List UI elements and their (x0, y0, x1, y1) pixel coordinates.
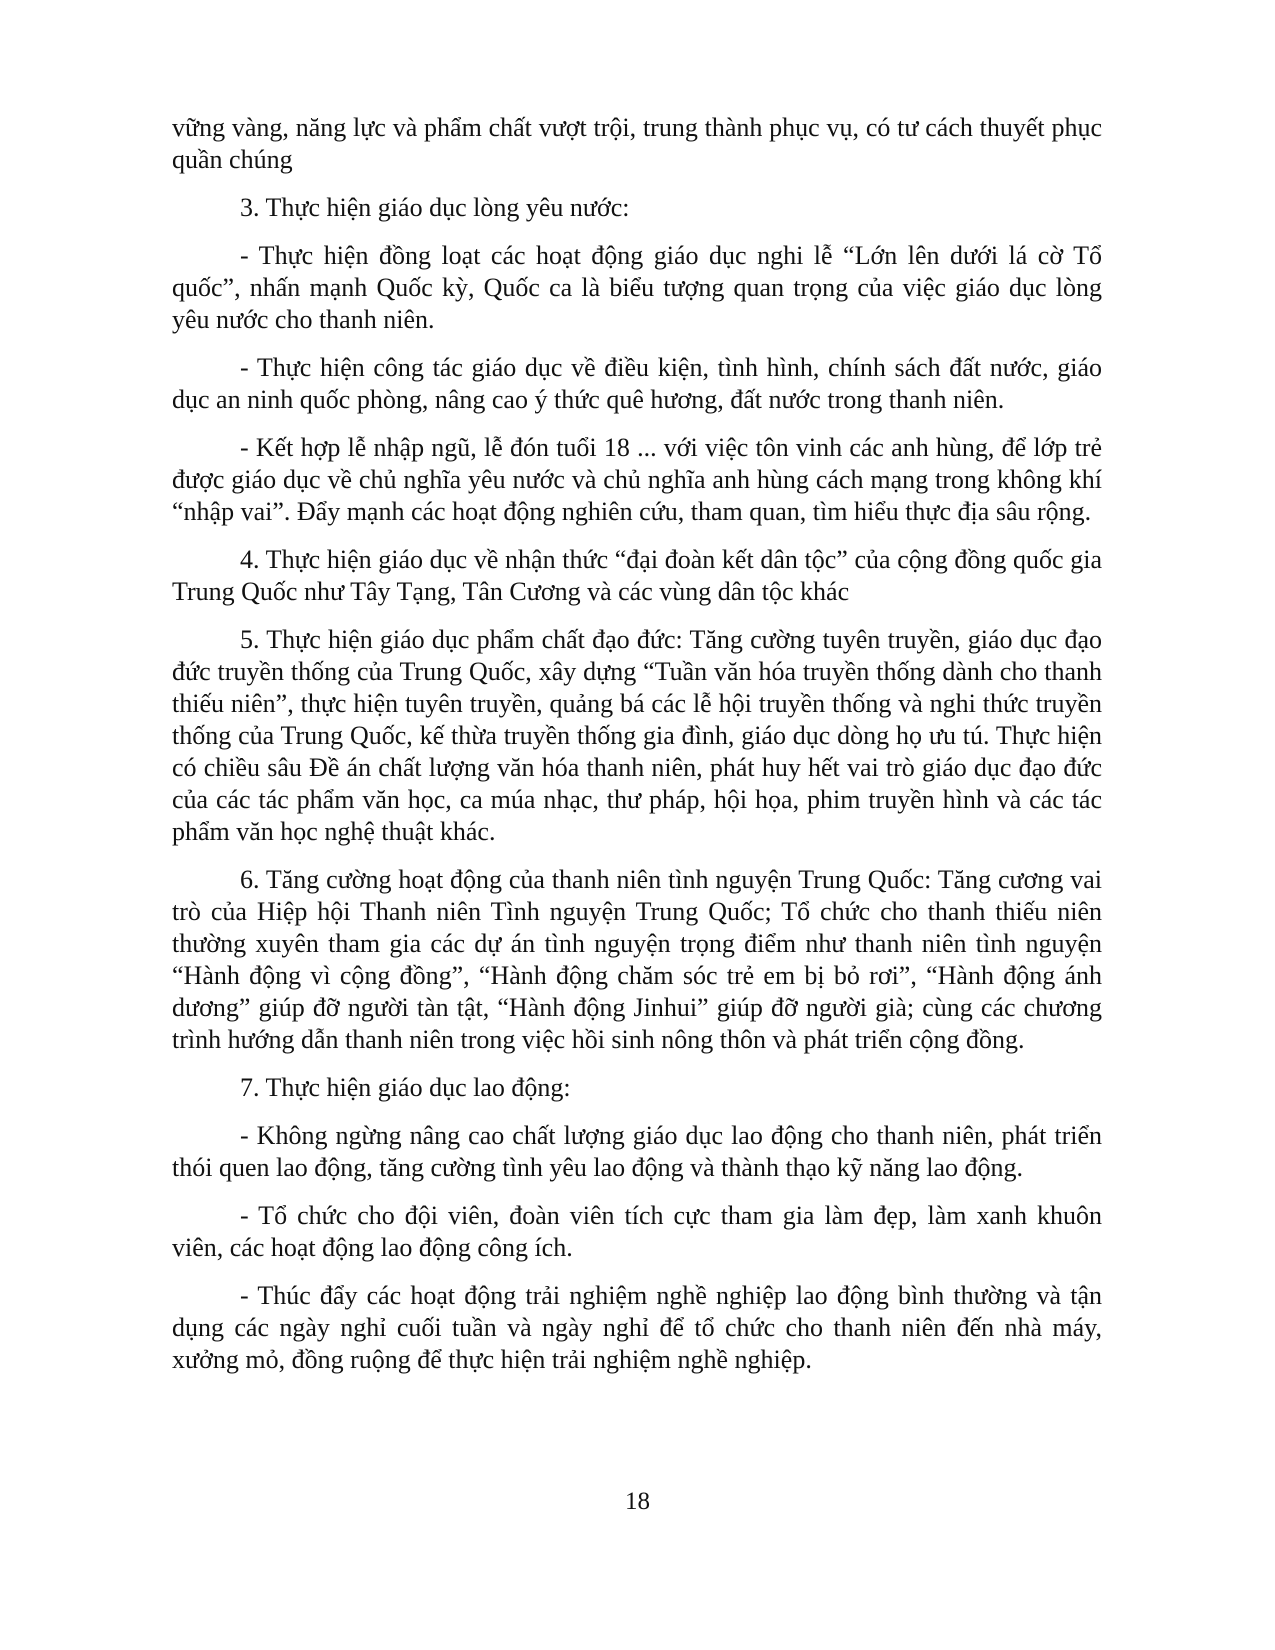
page-number: 18 (625, 1488, 650, 1515)
paragraph-career-experience: - Thúc đẩy các hoạt động trải nghiệm nghề nghiệp lao động bình thường và tận dụng các ngày nghỉ cuối tuần và ngày nghỉ để tổ chức cho thanh niên đến nhà máy, xưởng mỏ, đồng ruộng để thực hiện trải nghiệm nghề nghiệp. (172, 1281, 1102, 1374)
paragraph-flag-ceremony: - Thực hiện đồng loạt các hoạt động giáo dục nghi lễ “Lớn lên dưới lá cờ Tổ quốc”, nhấn mạnh Quốc kỳ, Quốc ca là biểu tượng quan trọng của việc giáo dục lòng yêu nước cho thanh niên. (172, 241, 1102, 334)
paragraph-continuation: vững vàng, năng lực và phẩm chất vượt trội, trung thành phục vụ, có tư cách thuyết phục quần chúng (172, 113, 1102, 174)
heading-patriotism-education: 3. Thực hiện giáo dục lòng yêu nước: (240, 193, 630, 222)
paragraph-campus-labor: - Tổ chức cho đội viên, đoàn viên tích cực tham gia làm đẹp, làm xanh khuôn viên, các hoạt động lao động công ích. (172, 1201, 1102, 1262)
heading-labor-education: 7. Thực hiện giáo dục lao động: (240, 1073, 571, 1102)
paragraph-national-policy-education: - Thực hiện công tác giáo dục về điều kiện, tình hình, chính sách đất nước, giáo dục an ninh quốc phòng, nâng cao ý thức quê hương, đất nước trong thanh niên. (172, 353, 1102, 414)
paragraph-youth-volunteers: 6. Tăng cường hoạt động của thanh niên tình nguyện Trung Quốc: Tăng cương vai trò của Hiệp hội Thanh niên Tình nguyện Trung Quốc; Tổ chức cho thanh thiếu niên thường xuyên tham gia các dự án tình nguyện trọng điểm như thanh niên tình nguyện “Hành động vì cộng đồng”, “Hành động chăm sóc trẻ em bị bỏ rơi”, “Hành động ánh dương” giúp đỡ người tàn tật, “Hành động Jinhui” giúp đỡ người già; cùng các chương trình hướng dẫn thanh niên trong việc hồi sinh nông thôn và phát triển cộng đồng. (172, 865, 1102, 1054)
paragraph-national-unity: 4. Thực hiện giáo dục về nhận thức “đại đoàn kết dân tộc” của cộng đồng quốc gia Trung Quốc như Tây Tạng, Tân Cương và các vùng dân tộc khác (172, 545, 1102, 606)
paragraph-labor-quality: - Không ngừng nâng cao chất lượng giáo dục lao động cho thanh niên, phát triển thói quen lao động, tăng cường tình yêu lao động và thành thạo kỹ năng lao động. (172, 1121, 1102, 1182)
paragraph-enlistment-ceremony: - Kết hợp lễ nhập ngũ, lễ đón tuổi 18 ... với việc tôn vinh các anh hùng, để lớp trẻ được giáo dục về chủ nghĩa yêu nước và chủ nghĩa anh hùng cách mạng trong không khí “nhập vai”. Đẩy mạnh các hoạt động nghiên cứu, tham quan, tìm hiểu thực địa sâu rộng. (172, 433, 1102, 526)
paragraph-moral-education: 5. Thực hiện giáo dục phẩm chất đạo đức: Tăng cường tuyên truyền, giáo dục đạo đức truyền thống của Trung Quốc, xây dựng “Tuần văn hóa truyền thống dành cho thanh thiếu niên”, thực hiện tuyên truyền, quảng bá các lễ hội truyền thống và nghi thức truyền thống của Trung Quốc, kế thừa truyền thống gia đình, giáo dục dòng họ ưu tú. Thực hiện có chiều sâu Đề án chất lượng văn hóa thanh niên, phát huy hết vai trò giáo dục đạo đức của các tác phẩm văn học, ca múa nhạc, thư pháp, hội họa, phim truyền hình và các tác phẩm văn học nghệ thuật khác. (172, 625, 1102, 846)
page-body (172, 112, 1102, 1392)
